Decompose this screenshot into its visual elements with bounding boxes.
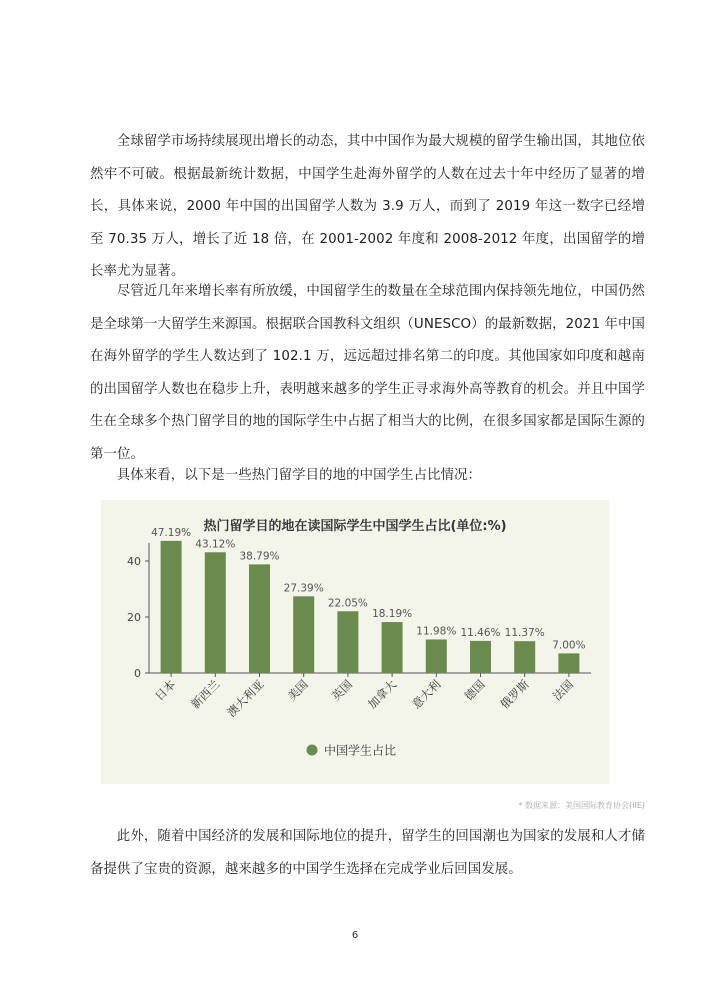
x-tick-label: 德国 (461, 677, 488, 704)
y-tick-label: 20 (127, 611, 141, 624)
data-label: 7.00% (552, 639, 586, 652)
y-tick-label: 0 (134, 667, 141, 680)
data-label: 43.12% (195, 538, 236, 551)
x-tick-label: 意大利 (409, 677, 444, 712)
chart-title: 热门留学目的地在读国际学生中国学生占比(单位:%) (203, 519, 507, 534)
legend-marker (307, 745, 318, 756)
paragraph-4: 此外，随着中国经济的发展和国际地位的提升，留学生的回国潮也为国家的发展和人才储备提供了宝贵的资源，越来越多的中国学生选择在完成学业后回国发展。 (90, 829, 645, 877)
data-label: 38.79% (239, 550, 280, 563)
data-label: 11.37% (504, 627, 545, 640)
bar (293, 596, 314, 673)
x-tick-label: 英国 (328, 677, 356, 704)
bar (558, 653, 579, 673)
bar-chart (101, 500, 609, 784)
data-label: 47.19% (151, 526, 192, 539)
x-tick-label: 新西兰 (188, 677, 223, 712)
x-tick-label: 法国 (549, 677, 577, 704)
data-label: 11.46% (460, 626, 501, 639)
bar (426, 639, 447, 673)
paragraph-2: 尽管近几年来增长率有所放缓，中国留学生的数量在全球范围内保持领先地位，中国仍然是全球第一大留学生来源国。根据联合国教科文组织（UNESCO）的最新数据，2021 年中国在海外留学的学生人数达到了 102.1 万，远远超过排名第二的印度。其他国家如印度和越南的出国留学人数也在稳步上升，表明越来越多的学生正寻求海外高等教育的机会。并且中国学生在全球多个热门留学目的地的国际学生中占据了相当大的比例，在很多国家都是国际生源的第一位。 (90, 284, 645, 462)
bar (249, 564, 270, 673)
data-label: 22.05% (327, 597, 368, 610)
x-tick-label: 美国 (284, 677, 311, 704)
paragraph-1: 全球留学市场持续展现出增长的动态，其中中国作为最大规模的留学生输出国，其地位依然牢不可破。根据最新统计数据，中国学生赴海外留学的人数在过去十年中经历了显著的增长，具体来说，2000 年中国的出国留学人数为 3.9 万人，而到了 2019 年这一数字已经增至 70.35 万人，增长了近 18 倍，在 2001-2002 年度和 2008-2012 年度，出国留学的增长率尤为显著。 (90, 134, 645, 279)
data-label: 11.98% (416, 625, 457, 638)
bar (470, 641, 491, 673)
y-tick-label: 40 (127, 555, 141, 568)
page-number: 6 (351, 930, 359, 941)
paragraph-3: 具体来看，以下是一些热门留学目的地的中国学生占比情况： (116, 468, 482, 483)
bar (382, 622, 403, 673)
source-note: * 数据来源：美国国际教育协会(IIE) (518, 801, 645, 810)
legend-label: 中国学生占比 (324, 743, 397, 758)
bar (514, 641, 535, 673)
x-tick-label: 俄罗斯 (497, 677, 532, 712)
bar (161, 541, 182, 673)
chart-container (101, 500, 609, 784)
x-tick-label: 加拿大 (364, 677, 400, 712)
x-tick-label: 日本 (152, 677, 179, 704)
data-label: 18.19% (372, 608, 413, 621)
data-label: 27.39% (283, 582, 324, 595)
x-tick-label: 澳大利亚 (224, 677, 267, 720)
bar (337, 611, 358, 673)
bar (205, 552, 226, 673)
